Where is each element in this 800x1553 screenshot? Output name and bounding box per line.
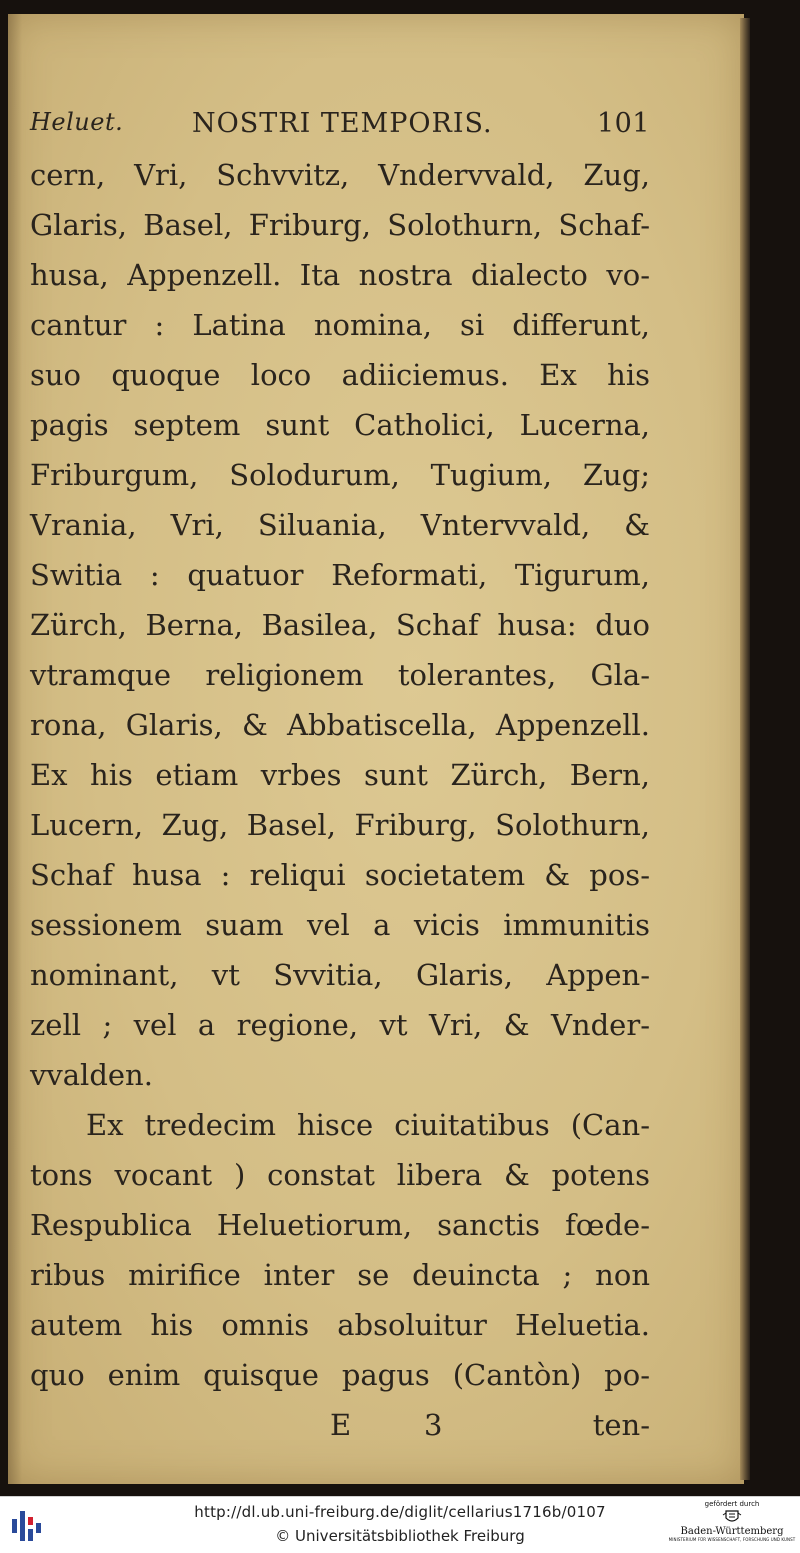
- signature-number: 3: [424, 1408, 443, 1442]
- running-head-title: NOSTRI TEMPORIS.: [192, 108, 493, 139]
- text-line: autem his omnis absoluitur Heluetia.: [30, 1308, 650, 1342]
- text-line: Vrania, Vri, Siluania, Vntervvald, &: [30, 508, 650, 542]
- running-head-left: Heluet.: [30, 108, 124, 136]
- text-line: Respublica Heluetiorum, sanctis fœde-: [30, 1208, 650, 1242]
- text-line: Ex his etiam vrbes sunt Zürch, Bern,: [30, 758, 650, 792]
- page-text: [30, 108, 650, 1450]
- signature-mark: E: [330, 1408, 352, 1442]
- catchword: ten-: [592, 1408, 650, 1442]
- page-number: 101: [596, 108, 650, 139]
- paragraph-start-line: Ex tredecim hisce ciuitatibus (Can-: [86, 1108, 650, 1142]
- text-line: quo enim quisque pagus (Cantòn) po-: [30, 1358, 650, 1392]
- viewer-footer: [0, 1496, 800, 1553]
- text-line: vtramque religionem tolerantes, Gla-: [30, 658, 650, 692]
- sponsor-logo[interactable]: [668, 1499, 796, 1551]
- text-line: pagis septem sunt Catholici, Lucerna,: [30, 408, 650, 442]
- text-line: sessionem suam vel a vicis immunitis: [30, 908, 650, 942]
- text-line: suo quoque loco adiiciemus. Ex his: [30, 358, 650, 392]
- running-head: [30, 108, 650, 150]
- text-line: tons vocant ) constat libera & potens: [30, 1158, 650, 1192]
- sponsor-ministry: MINISTERIUM FÜR WISSENSCHAFT, FORSCHUNG UND KUNST: [668, 1537, 796, 1542]
- page-foot: [30, 1400, 650, 1450]
- text-line: ribus mirifice inter se deuincta ; non: [30, 1258, 650, 1292]
- text-line: Friburgum, Solodurum, Tugium, Zug;: [30, 458, 650, 492]
- text-line: Zürch, Berna, Basilea, Schaf husa: duo: [30, 608, 650, 642]
- text-line: vvalden.: [30, 1058, 153, 1092]
- text-line: zell ; vel a regione, vt Vri, & Vnder-: [30, 1008, 650, 1042]
- text-line: Switia : quatuor Reformati, Tigurum,: [30, 558, 650, 592]
- text-line: rona, Glaris, & Abbatiscella, Appenzell.: [30, 708, 650, 742]
- sponsor-name: Baden-Württemberg: [680, 1526, 784, 1537]
- text-line: husa, Appenzell. Ita nostra dialecto vo-: [30, 258, 650, 292]
- permalink-url[interactable]: http://dl.ub.uni-freiburg.de/diglit/cellarius1716b/0107: [194, 1503, 606, 1521]
- page-edge: [740, 18, 750, 1480]
- coat-of-arms-icon: [722, 1509, 742, 1525]
- text-line: Glaris, Basel, Friburg, Solothurn, Schaf-: [30, 208, 650, 242]
- copyright-notice: © Universitätsbibliothek Freiburg: [275, 1527, 525, 1545]
- sponsor-caption: gefördert durch: [704, 1500, 760, 1508]
- text-line: cern, Vri, Schvvitz, Vndervvald, Zug,: [30, 158, 650, 192]
- text-line: nominant, vt Svvitia, Glaris, Appen-: [30, 958, 650, 992]
- text-line: cantur : Latina nomina, si differunt,: [30, 308, 650, 342]
- text-line: Lucern, Zug, Basel, Friburg, Solothurn,: [30, 808, 650, 842]
- text-line: Schaf husa : reliqui societatem & pos-: [30, 858, 650, 892]
- page-gutter-shadow: [8, 14, 22, 1484]
